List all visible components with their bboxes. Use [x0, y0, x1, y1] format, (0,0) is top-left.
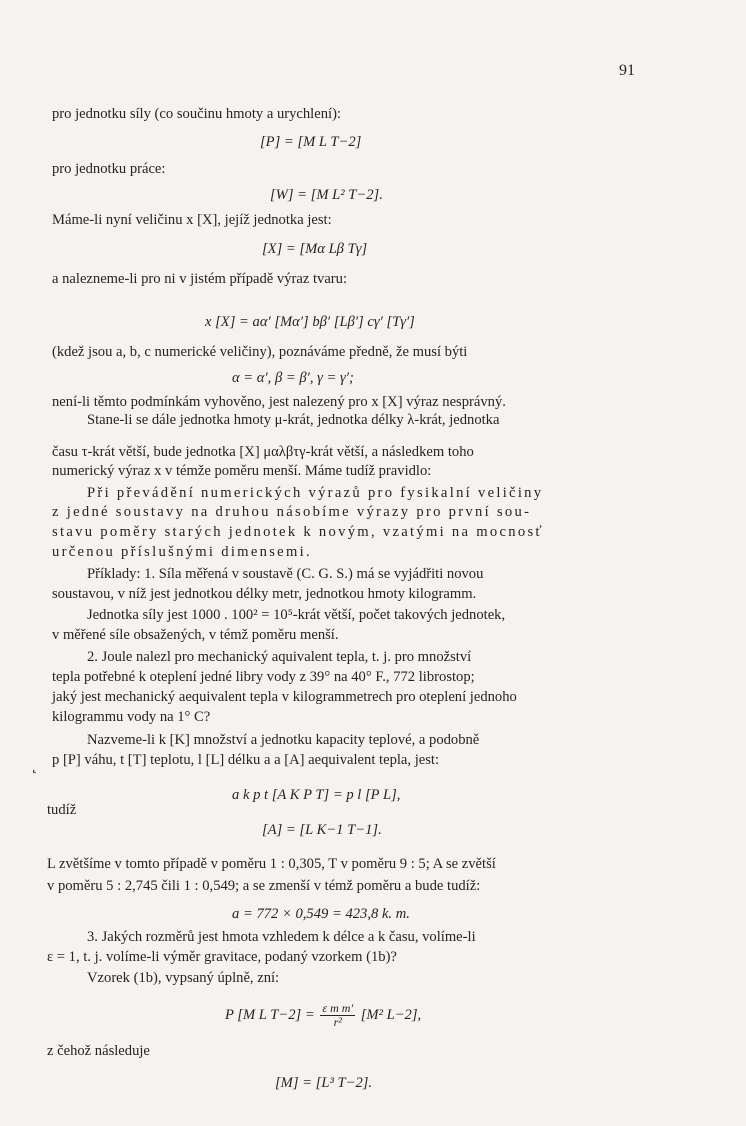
- equation-mass-dimension: [M] = [L³ T−2].: [275, 1075, 373, 1091]
- rule-line: Při převádění numerických výrazů pro fysikalní veličiny: [87, 485, 544, 501]
- text-line: z čehož následuje: [47, 1043, 150, 1059]
- equation-expression: x [X] = aα′ [Mα′] bβ′ [Lβ′] cγ′ [Tγ′]: [205, 314, 415, 330]
- equation-result: a = 772 × 0,549 = 423,8 k. m.: [232, 906, 410, 922]
- equation-dimension-a: [A] = [L K−1 T−1].: [262, 822, 382, 838]
- equation-unit-x: [X] = [Mα Lβ Tγ]: [262, 241, 368, 257]
- text-line: 3. Jakých rozměrů jest hmota vzhledem k délce a k času, volíme-li: [87, 929, 476, 945]
- text-line: v poměru 5 : 2,745 čili 1 : 0,549; a se zmenší v témž poměru a bude tudíž:: [47, 878, 481, 894]
- text-line: času τ-krát větší, bude jednotka [X] μαλβτγ-krát větší, a následkem toho: [52, 444, 474, 460]
- text-line: Příklady: 1. Síla měřená v soustavě (C. G. S.) má se vyjádřiti novou: [87, 566, 484, 582]
- equation-gravitation-left: P [M L T−2] =: [225, 1006, 315, 1023]
- text-line: 2. Joule nalezl pro mechanický aquivalent tepla, t. j. pro množství: [87, 649, 472, 665]
- text-line: v měřené síle obsažených, v témž poměru menší.: [52, 627, 339, 643]
- equation-force: [P] = [M L T−2]: [260, 134, 362, 150]
- equation-equivalent: a k p t [A K P T] = p l [P L],: [232, 787, 401, 803]
- text-line: L zvětšíme v tomto případě v poměru 1 : 0,305, T v poměru 9 : 5; A se zvětší: [47, 856, 496, 872]
- text-line: tepla potřebné k oteplení jedné libry vody z 39° na 40° F., 772 librostop;: [52, 669, 475, 685]
- equation-conditions: α = α′, β = β′, γ = γ′;: [232, 370, 354, 386]
- page-number: 91: [619, 62, 635, 79]
- margin-mark: ˛: [32, 757, 38, 774]
- text-line: (kdež jsou a, b, c numerické veličiny), poznáváme předně, že musí býti: [52, 344, 468, 360]
- text-line: jaký jest mechanický aequivalent tepla v kilogrammetrech pro oteplení jednoho: [52, 689, 517, 705]
- fraction: [320, 1002, 355, 1029]
- text-line: tudíž: [47, 802, 77, 818]
- text-line: soustavou, v níž jest jednotkou délky metr, jednotkou hmoty kilogramm.: [52, 586, 477, 602]
- text-line: kilogrammu vody na 1° C?: [52, 709, 211, 725]
- equation-gravitation: [225, 1002, 421, 1029]
- text-line: Vzorek (1b), vypsaný úplně, zní:: [87, 970, 280, 986]
- text-line: Nazveme-li k [K] množství a jednotku kapacity teplové, a podobně: [87, 732, 480, 748]
- rule-line: určenou příslušnými dimensemi.: [52, 544, 312, 560]
- rule-line: z jedné soustavy na druhou násobíme výrazy pro první sou-: [52, 504, 532, 520]
- equation-gravitation-right: [M² L−2],: [360, 1006, 422, 1023]
- rule-line: stavu poměry starých jednotek k novým, vzatými na mocnosť: [52, 524, 544, 540]
- text-line: Stane-li se dále jednotka hmoty μ-krát, jednotka délky λ-krát, jednotka: [87, 412, 500, 428]
- text-line: a nalezneme-li pro ni v jistém případě výraz tvaru:: [52, 271, 348, 287]
- equation-work: [W] = [M L² T−2].: [270, 187, 383, 203]
- text-line: pro jednotku práce:: [52, 161, 166, 177]
- text-line: p [P] váhu, t [T] teplotu, l [L] délku a a [A] aequivalent tepla, jest:: [52, 752, 440, 768]
- text-line: není-li těmto podmínkám vyhověno, jest nalezený pro x [X] výraz nesprávný.: [52, 394, 506, 410]
- text-line: pro jednotku síly (co součinu hmoty a urychlení):: [52, 106, 341, 122]
- text-line: Máme-li nyní veličinu x [X], jejíž jednotka jest:: [52, 212, 332, 228]
- text-line: Jednotka síly jest 1000 . 100² = 10⁵-krát větší, počet takových jednotek,: [87, 607, 506, 623]
- fraction-numerator: ε m m′: [322, 1001, 354, 1015]
- text-line: numerický výraz x v témže poměru menší. Máme tudíž pravidlo:: [52, 463, 432, 479]
- fraction-denominator: r²: [333, 1015, 342, 1029]
- text-line: ε = 1, t. j. volíme-li výměr gravitace, podaný vzorkem (1b)?: [47, 949, 397, 965]
